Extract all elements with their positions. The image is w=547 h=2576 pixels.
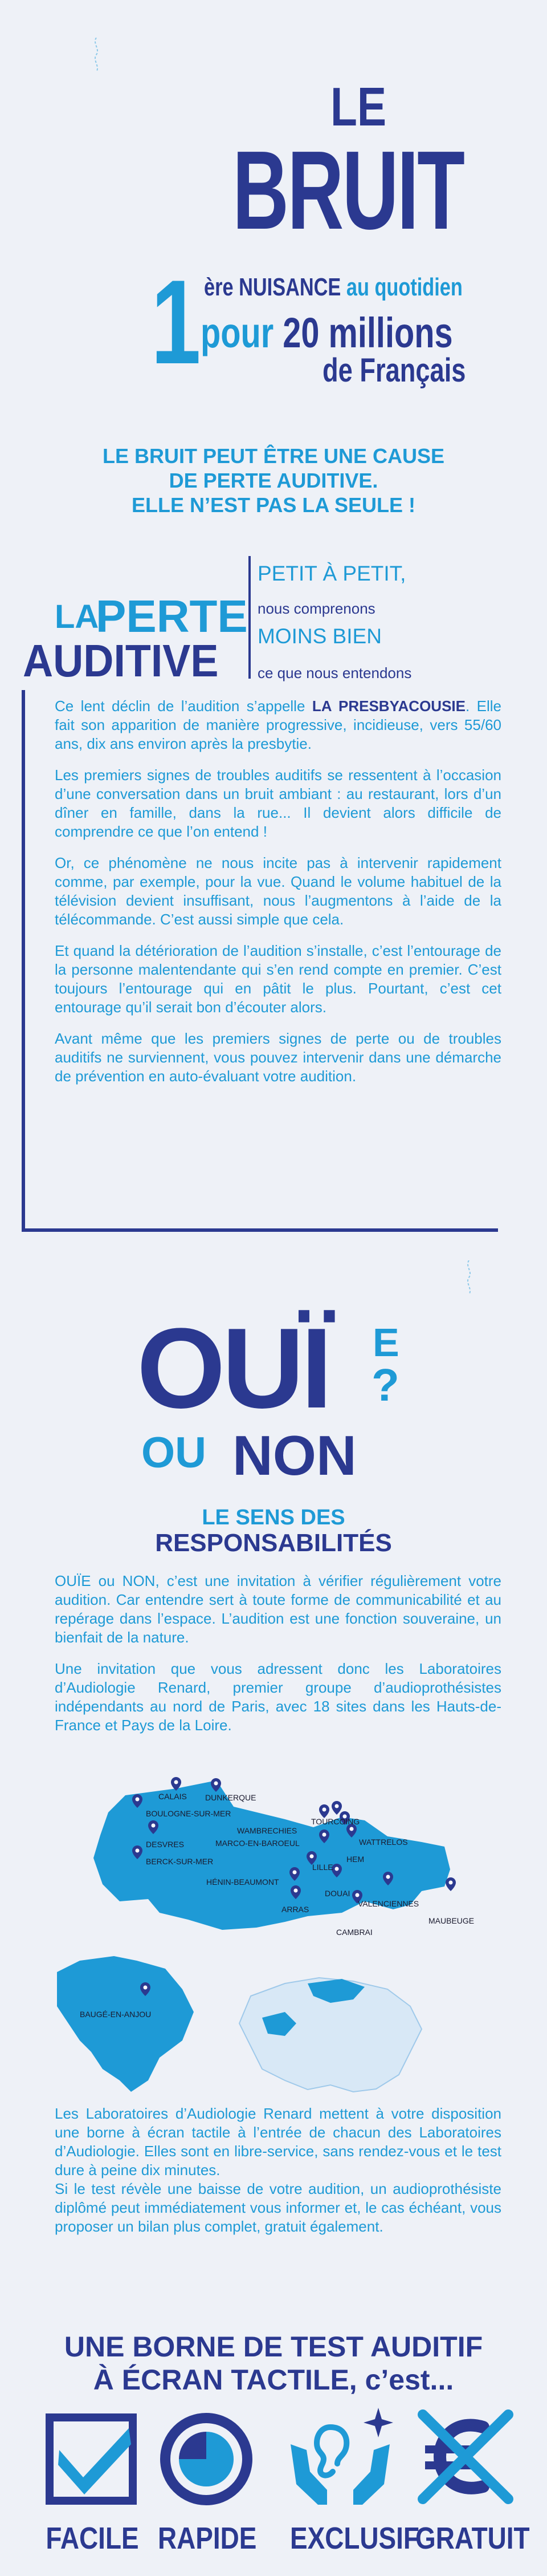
perte-divider [248,556,251,679]
hero-number-one: 1 [151,255,201,389]
city-label: BOULOGNE-SUR-MER [146,1809,231,1818]
perte-la: LA [55,598,99,635]
map-pin-icon [148,1820,158,1834]
euro-crossed-icon [417,2408,514,2505]
map-pin-icon [171,1777,181,1791]
sens-heading [0,1506,547,1557]
text-frame-bottom [22,1228,498,1232]
map-pin-icon [291,1885,301,1899]
hero-first-nuisance: ère NUISANCE au quotidien [204,273,463,301]
non-word: NON [232,1424,357,1487]
map-pin-icon [289,1867,300,1881]
perte-comprenons: nous comprenons [258,600,375,617]
intro-line: DE PERTE AUDITIVE. [169,469,378,492]
map-pin-icon [446,1877,456,1891]
hero-de-francais: de Français [323,352,466,389]
region-map [46,1772,501,2098]
map-pin-icon [319,1804,329,1818]
city-label: ARRAS [281,1905,309,1914]
paragraph: Les premiers signes de troubles auditifs se ressentent à l’occasion d’une conversation dans un bruit ambiant : au restaurant, lors d’un dîner en famille, dans la rue... Il devient alors difficile de comprendre ce que l’on entend ! [55,766,501,840]
map-pin-icon [332,1864,342,1877]
text-frame-left [22,690,25,1232]
paragraph: Si le test révèle une baisse de votre audition, un audioprothésiste diplômé peut immédiatement vous informer et, le cas échéant, vous proposer un bilan plus complet, gratuit également. [55,2180,501,2235]
perte-moins-bien: MOINS BIEN [258,624,382,648]
paragraph: Une invitation que vous adressent donc les Laboratoires d’Audiologie Renard, premier groupe d’audioprothésistes indépendants au nord de Paris, avec 18 sites dans les Hauts-de-France et Pays de la Loire. [55,1660,501,1734]
ou-word: OU [141,1429,206,1477]
city-label: TOURCOING [311,1817,360,1826]
intro-line: LE BRUIT PEUT ÊTRE UNE CAUSE [102,444,445,468]
perte-petit: PETIT À PETIT, [258,562,406,585]
presbyacousie-highlight: LA PRESBYACOUSIE [312,697,466,715]
map-pin-icon [140,1982,150,1996]
city-label: MAUBEUGE [428,1916,475,1925]
perte-entendons: ce que nous entendons [258,664,412,681]
hero-twenty-millions: pour 20 millions [201,309,453,356]
city-label: DOUAI [325,1889,350,1898]
city-label: WAMBRECHIES [237,1826,297,1835]
city-label: VALENCIENNES [358,1899,419,1908]
oui-e: E [373,1320,399,1365]
city-label: LILLE [312,1863,333,1872]
city-label: HEM [346,1855,365,1864]
hero-bruit: BRUIT [232,128,464,253]
city-label: HÉNIN-BEAUMONT [206,1877,279,1887]
map-pin-icon [383,1872,393,1885]
pays-de-la-loire-shape [57,1956,194,2092]
city-label: DESVRES [146,1840,184,1849]
paragraph-section [55,697,501,1086]
paragraph: OUÏE ou NON, c’est une invitation à vérifier régulièrement votre audition. Car entendre sert à toute forme de communicabilité et au repérage dans l’espace. L’audition est une fonction souveraine, un bienfait de la nature. [55,1572,501,1646]
map-pin-icon [132,1845,142,1859]
city-label: DUNKERQUE [205,1793,256,1802]
intro-block [0,444,547,517]
paragraph: Ce lent déclin de l’audition s’appelle LA PRESBYACOUSIE. Elle fait son apparition de manière progressive, incidieuse, vers 55/60 ans, dix ans environ après la presbytie. [55,697,501,752]
borne-line2: À ÉCRAN TACTILE, c’est... [93,2364,454,2396]
map-pin-icon [319,1829,329,1843]
sens-line2: RESPONSABILITÉS [155,1529,392,1557]
perte-word: PERTE [96,591,248,642]
city-label: CALAIS [158,1792,187,1801]
city-label: WATTRELOS [359,1837,408,1847]
paragraph: Avant même que les premiers signes de perte ou de troubles auditifs ne surviennent, vous pouvez intervenir dans une démarche de prévention en auto-évaluant votre audition. [55,1030,501,1085]
city-label: MARCO-EN-BAROEUL [215,1839,300,1848]
after-map-paragraphs [55,2104,501,2236]
hands-ear-icon [287,2404,401,2507]
city-label: BAUGÉ-EN-ANJOU [80,2010,152,2019]
benefit-label: EXCLUSIF [290,2521,419,2555]
hero-le: LE [330,76,387,137]
oui-word: OUÏ [137,1305,329,1432]
borne-heading [0,2330,547,2396]
paragraph: Or, ce phénomène ne nous incite pas à intervenir rapidement comme, par exemple, pour la vue. Quand le volume habituel de la télévision devient insuffisant, nous l’augmentons à l’aide de la télécommande. C’est aussi simple que cela. [55,854,501,928]
benefit-label: FACILE [46,2521,139,2555]
squiggle-decoration [92,38,100,72]
map-pin-icon [211,1778,221,1792]
borne-line1: UNE BORNE DE TEST AUDITIF [64,2331,483,2363]
clock-icon [157,2410,255,2508]
intro-line: ELLE N’EST PAS LA SEULE ! [131,493,416,517]
sens-line1: LE SENS DES [202,1506,345,1530]
map-pin-icon [132,1794,142,1808]
benefit-label: GRATUIT [415,2521,530,2555]
auditive-word: AUDITIVE [23,635,219,686]
squiggle-decoration [465,1260,473,1295]
checkbox-icon [46,2413,137,2505]
city-label: CAMBRAI [336,1928,373,1937]
city-label: BERCK-SUR-MER [146,1857,214,1866]
oui-paragraphs [55,1572,501,1735]
paragraph: Et quand la détérioration de l’audition s’installe, c’est l’entourage de la personne malentendante qui s’en rend compte en premier. C’est toujours l’entourage qui en pâtit le plus. Pourtant, c’est cet entourage qu’il serait bon d’écouter alors. [55,942,501,1016]
benefit-label: RAPIDE [158,2521,257,2555]
oui-question: ? [372,1360,399,1410]
paragraph: Les Laboratoires d’Audiologie Renard mettent à votre disposition une borne à écran tactile à l’entrée de chacun des Laboratoires d’Audiologie. Elles sont en libre-service, sans rendez-vous et le test dure à peine dix minutes. [55,2105,501,2179]
